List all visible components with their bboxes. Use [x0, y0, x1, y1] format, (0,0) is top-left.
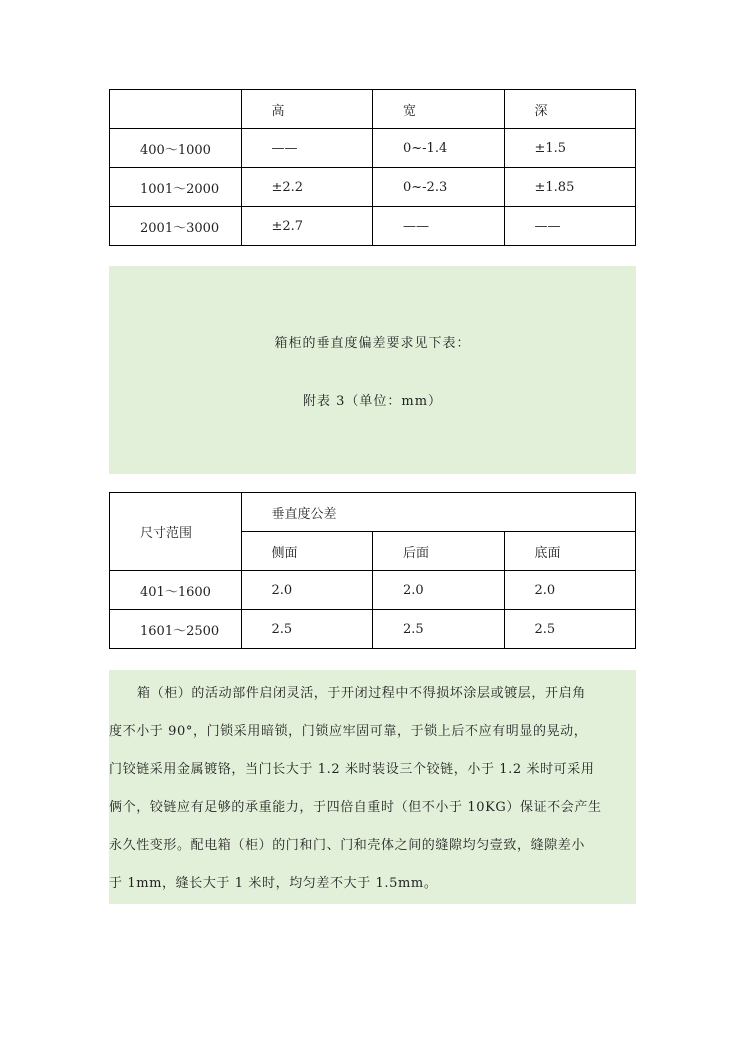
table-cell: 2001～3000	[110, 207, 242, 246]
table-cell: ±2.7	[241, 207, 373, 246]
table-header-cell: 尺寸范围	[110, 493, 242, 571]
table-header-cell: 深	[504, 90, 636, 129]
body-paragraph	[109, 670, 636, 904]
table-cell: 400～1000	[110, 129, 242, 168]
table-cell: 0~-1.4	[373, 129, 505, 168]
table-header-row	[110, 493, 636, 532]
paragraph-line: 永久性变形。配电箱（柜）的门和门、门和壳体之间的缝隙均匀壹致，缝隙差小	[109, 838, 586, 853]
table-cell: 2.0	[373, 571, 505, 610]
paragraph-line: 俩个，铰链应有足够的承重能力，于四倍自重时（但不小于 10KG）保证不会产生	[109, 800, 602, 815]
paragraph-line: 度不小于 90°，门锁采用暗锁，门锁应牢固可靠，于锁上后不应有明显的晃动，	[109, 724, 588, 739]
table-cell: 401～1600	[110, 571, 242, 610]
table-cell: ±2.2	[241, 168, 373, 207]
table-cell: 2.5	[241, 610, 373, 649]
table-row	[110, 571, 636, 610]
paragraph-line: 于 1mm，缝长大于 1 米时，均匀差不大于 1.5mm。	[109, 876, 438, 891]
table-cell: ——	[373, 207, 505, 246]
table-header-cell: 侧面	[241, 532, 373, 571]
table-header-cell: 垂直度公差	[241, 493, 636, 532]
caption-block	[109, 266, 636, 474]
table-cell: 1001～2000	[110, 168, 242, 207]
table-cell: 2.0	[241, 571, 373, 610]
table-row	[110, 610, 636, 649]
table-cell: 2.5	[504, 610, 636, 649]
table-cell: 2.5	[373, 610, 505, 649]
table-header-cell: 底面	[504, 532, 636, 571]
table-row	[110, 129, 636, 168]
table-row	[110, 207, 636, 246]
tolerance-table-dimensions	[109, 89, 636, 246]
caption-text: 箱柜的垂直度偏差要求见下表：	[274, 336, 471, 351]
paragraph-line: 箱（柜）的活动部件启闭灵活，于开闭过程中不得损坏涂层或镀层，开启角	[137, 686, 586, 701]
table-header-cell: 宽	[373, 90, 505, 129]
table-header-cell: 高	[241, 90, 373, 129]
table-header-cell	[110, 90, 242, 129]
table-header-cell: 后面	[373, 532, 505, 571]
table-cell: ——	[504, 207, 636, 246]
table-cell: 1601～2500	[110, 610, 242, 649]
table-cell: ——	[241, 129, 373, 168]
table-row	[110, 168, 636, 207]
table-cell: 2.0	[504, 571, 636, 610]
table-cell: ±1.85	[504, 168, 636, 207]
verticality-tolerance-table	[109, 492, 636, 649]
table-cell: 0~-2.3	[373, 168, 505, 207]
paragraph-line: 门铰链采用金属镀铬，当门长大于 1.2 米时装设三个铰链，小于 1.2 米时可采用	[109, 762, 595, 777]
table-cell: ±1.5	[504, 129, 636, 168]
table-title: 附表 3（单位：mm）	[302, 394, 443, 409]
table-header-row	[110, 90, 636, 129]
